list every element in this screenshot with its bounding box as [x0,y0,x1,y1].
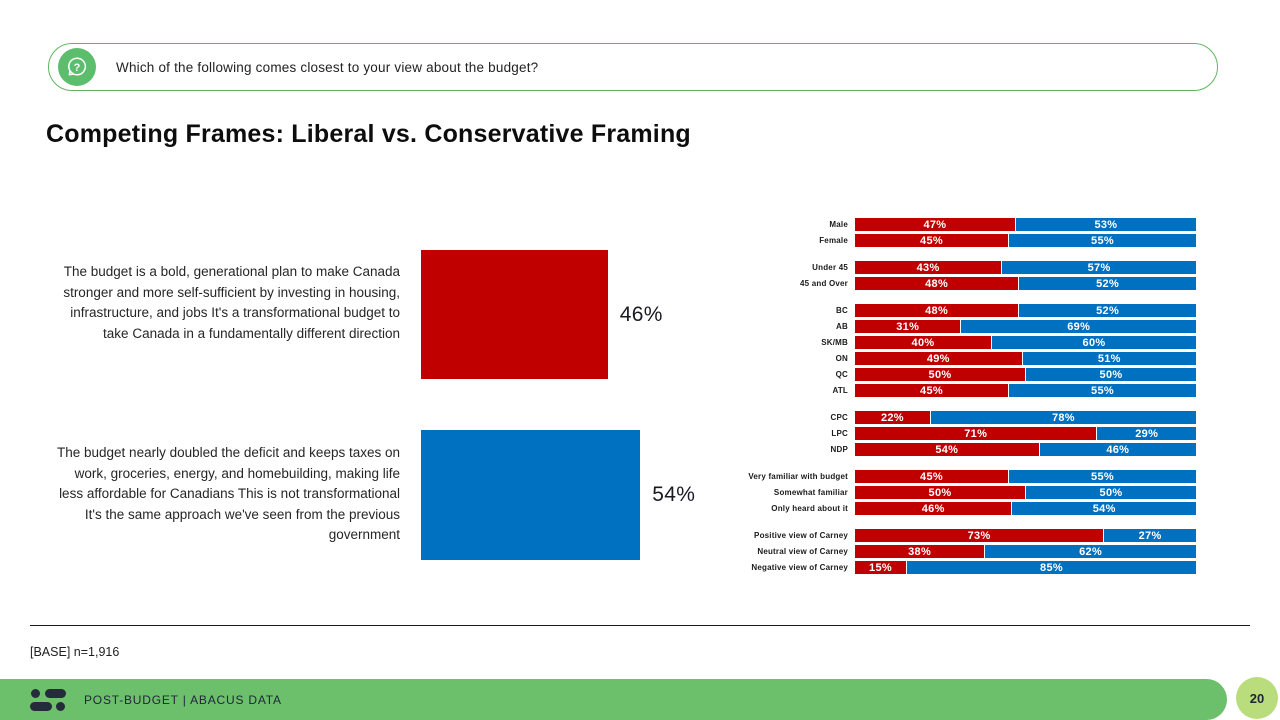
bar-segment-conservative [931,411,1196,424]
footer-bar [0,679,1227,720]
demo-row-label: AB [836,322,848,331]
abacus-data-logo-icon [30,688,70,712]
conservative-frame-bar [421,430,640,560]
bar-segment-conservative [1009,470,1196,483]
segment-value-label: 62% [1079,545,1103,558]
bar-segment-liberal [855,218,1015,231]
segment-value-label: 38% [908,545,932,558]
base-note: [BASE] n=1,916 [30,645,120,659]
segment-value-label: 45% [920,470,943,483]
segment-value-label: 50% [1099,486,1123,499]
stacked-bar [855,277,1196,290]
bar-segment-conservative [985,545,1196,558]
bar-segment-liberal [855,561,906,574]
logo-dot [31,689,40,698]
segment-value-label: 48% [925,277,949,290]
bar-segment-conservative [1009,234,1196,247]
bar-segment-liberal [855,470,1008,483]
demo-row [690,261,1204,274]
demo-row-label: Neutral view of Carney [757,547,848,556]
demo-row-label: CPC [830,413,848,422]
bar-segment-liberal [855,277,1018,290]
demo-row-label: Male [829,220,848,229]
demo-row-label: LPC [831,429,848,438]
demo-group-familiarity [690,470,1204,515]
stacked-bar [855,304,1196,317]
segment-value-label: 29% [1135,427,1159,440]
segment-value-label: 46% [921,502,945,515]
demo-row-label: SK/MB [821,338,848,347]
divider-line [30,625,1250,626]
stacked-bar [855,470,1196,483]
bar-segment-liberal [855,502,1011,515]
stacked-bar [855,411,1196,424]
stacked-bar [855,529,1196,542]
bar-segment-liberal [855,411,930,424]
stacked-bar [855,336,1196,349]
stacked-bar [855,443,1196,456]
question-bar [48,43,1218,91]
bar-segment-liberal [855,234,1008,247]
svg-text:?: ? [73,61,81,74]
segment-value-label: 85% [1040,561,1063,574]
bar-segment-conservative [1023,352,1196,365]
liberal-frame-value: 46% [619,302,663,326]
demo-group-age [690,261,1204,290]
demo-row-label: Negative view of Carney [751,563,848,572]
bar-segment-conservative [1026,486,1196,499]
bar-segment-conservative [907,561,1196,574]
demo-row [690,368,1204,381]
demo-row [690,486,1204,499]
demo-row-label: Female [819,236,848,245]
segment-value-label: 45% [920,384,943,397]
demo-row-label: 45 and Over [799,279,848,288]
bar-segment-liberal [855,529,1103,542]
stacked-bar [855,384,1196,397]
bar-segment-liberal [855,320,960,333]
logo-pill [30,702,52,711]
segment-value-label: 40% [911,336,935,349]
stacked-bar [855,427,1196,440]
demo-row-label: Only heard about it [771,504,848,513]
demo-row [690,384,1204,397]
segment-value-label: 45% [920,234,943,247]
stacked-bar [855,261,1196,274]
demo-group-party [690,411,1204,456]
demo-row [690,470,1204,483]
demo-row-label: Positive view of Carney [754,531,848,540]
stacked-bar [855,486,1196,499]
footer-label: POST-BUDGET | ABACUS DATA [84,692,282,707]
stacked-bar [855,561,1196,574]
segment-value-label: 43% [916,261,940,274]
demo-row-label: Very familiar with budget [748,472,848,481]
demo-row-label: ATL [832,386,848,395]
demo-row [690,443,1204,456]
demo-row [690,502,1204,515]
segment-value-label: 50% [928,486,952,499]
stacked-bar [855,218,1196,231]
demo-row-label: ON [835,354,848,363]
segment-value-label: 50% [928,368,952,381]
demo-row [690,427,1204,440]
bar-segment-conservative [1002,261,1196,274]
liberal-frame-bar-row [421,250,663,379]
demo-row [690,545,1204,558]
page-number-badge: 20 [1236,677,1278,719]
bar-segment-liberal [855,336,991,349]
segment-value-label: 73% [967,529,991,542]
liberal-frame-statement: The budget is a bold, generational plan to make Canada stronger and more self-sufficient by investing in housing, infrastructure, and jobs It's a transformational budget to take Canada in a fundamentally different direction [63,264,400,341]
bar-segment-conservative [1097,427,1196,440]
demo-row [690,234,1204,247]
segment-value-label: 53% [1094,218,1118,231]
segment-value-label: 50% [1099,368,1123,381]
segment-value-label: 48% [925,304,949,317]
bar-segment-liberal [855,261,1001,274]
conservative-frame-statement: The budget nearly doubled the deficit and keeps taxes on work, groceries, energy, and homebuilding, making life less affordable for Canadians This is not transformational It's the same approach we've seen from the previous government [57,445,400,543]
segment-value-label: 51% [1097,352,1121,365]
segment-value-label: 47% [923,218,947,231]
segment-value-label: 52% [1096,304,1120,317]
bar-segment-conservative [961,320,1196,333]
stacked-bar [855,234,1196,247]
demo-row [690,277,1204,290]
bar-segment-conservative [1012,502,1196,515]
demo-group-region [690,304,1204,397]
bar-segment-liberal [855,427,1096,440]
stacked-bar [855,320,1196,333]
demo-group-carney-view [690,529,1204,574]
stacked-bar [855,502,1196,515]
bar-segment-liberal [855,304,1018,317]
segment-value-label: 55% [1091,234,1114,247]
bar-segment-conservative [1016,218,1196,231]
segment-value-label: 69% [1067,320,1091,333]
bar-segment-conservative [992,336,1196,349]
bar-segment-liberal [855,368,1025,381]
bar-segment-liberal [855,486,1025,499]
demo-row [690,561,1204,574]
segment-value-label: 15% [869,561,892,574]
bar-segment-conservative [1019,277,1196,290]
segment-value-label: 55% [1091,384,1114,397]
bar-segment-liberal [855,443,1039,456]
demo-row [690,411,1204,424]
demo-row [690,304,1204,317]
segment-value-label: 78% [1051,411,1075,424]
segment-value-label: 57% [1087,261,1111,274]
logo-pill [45,689,66,698]
segment-value-label: 71% [964,427,988,440]
question-bubble-icon [58,48,96,86]
stacked-bar [855,545,1196,558]
demo-row-label: BC [836,306,848,315]
bar-segment-conservative [1026,368,1196,381]
demo-group-gender [690,218,1204,247]
segment-value-label: 60% [1082,336,1106,349]
segment-value-label: 52% [1096,277,1120,290]
bar-segment-conservative [1040,443,1196,456]
stacked-bar [855,352,1196,365]
demo-row [690,529,1204,542]
demo-row-label: Under 45 [812,263,848,272]
bar-segment-conservative [1009,384,1196,397]
bar-segment-liberal [855,384,1008,397]
stacked-bar [855,368,1196,381]
bar-segment-liberal [855,352,1022,365]
demo-row-label: Somewhat familiar [773,488,848,497]
segment-value-label: 31% [896,320,920,333]
page-title: Competing Frames: Liberal vs. Conservative Framing [46,120,691,148]
segment-value-label: 54% [1092,502,1116,515]
bar-segment-conservative [1104,529,1196,542]
demo-row-label: NDP [830,445,848,454]
segment-value-label: 46% [1106,443,1130,456]
question-text: Which of the following comes closest to your view about the budget? [116,59,539,75]
bar-segment-liberal [855,545,984,558]
segment-value-label: 49% [926,352,950,365]
demo-row [690,352,1204,365]
segment-value-label: 54% [935,443,959,456]
conservative-frame-bar-row [421,430,695,560]
conservative-frame-value: 54% [652,483,696,506]
segment-value-label: 27% [1138,529,1162,542]
segment-value-label: 55% [1091,470,1114,483]
bar-segment-conservative [1019,304,1196,317]
demo-row [690,336,1204,349]
demo-row [690,320,1204,333]
demo-row-label: QC [835,370,848,379]
liberal-frame-bar [421,250,608,379]
demographic-chart [690,218,1204,588]
demo-row [690,218,1204,231]
segment-value-label: 22% [880,411,904,424]
logo-dot [56,702,65,711]
